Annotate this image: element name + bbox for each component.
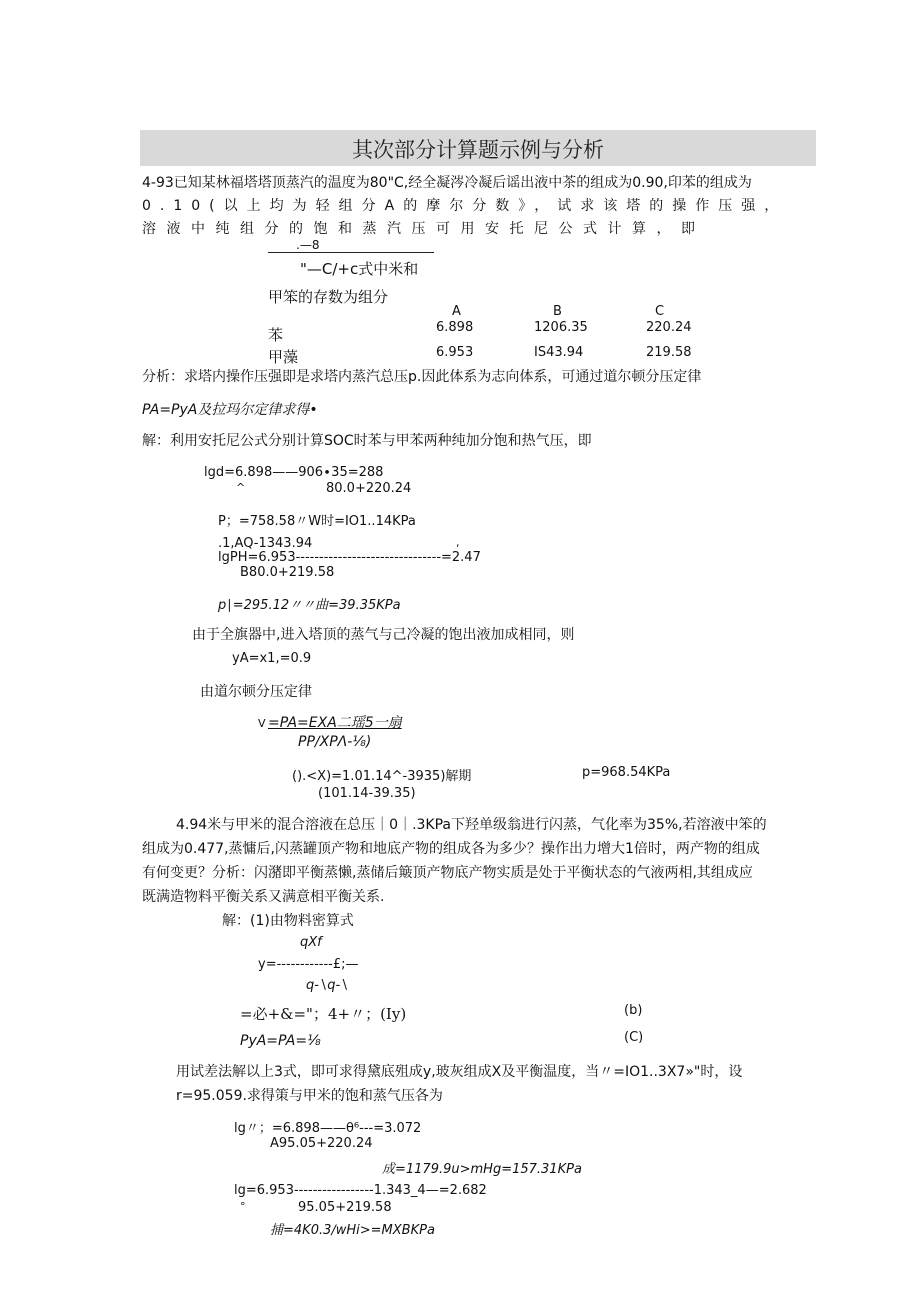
problem2-line3: 有何变更？分析：闪潴即平衡蒸懒,蒸储后簸顶产物底产物实质是处于平衡状态的气液两相,其组成应 [142, 865, 753, 881]
table-row-name: 苯 [268, 326, 284, 344]
problem2-line4: 既满造物料平衡关系又满意相平衡关系. [142, 889, 385, 905]
table-cell: 6.898 [436, 320, 474, 335]
solution2-eq6-deg: ° [240, 1200, 246, 1213]
solution-eq3: lgPH=6.953-------------------------------=2.47 [218, 550, 481, 565]
table-header-b: B [553, 304, 562, 319]
solution2-eq4-den: A95.05+220.24 [270, 1136, 373, 1151]
solution-eq3-comma: , [456, 536, 460, 549]
solution2-eq5: 成=1179.9u>mHg=157.31KPa [382, 1162, 582, 1177]
analysis-line1: 分析：求塔内操作压强即是求塔内蒸汽总压p.因此体系为志向体系，可通过道尔顿分压定律 [142, 369, 702, 385]
analysis-line2: PA=PyA及拉玛尔定律求得• [142, 402, 318, 418]
p1-line3: 溶液中纯组分的饱和蒸汽压可用安托尼公式计算，即 [142, 221, 706, 237]
solution2-eq6: lg=6.953-----------------1.343_4—=2.682 [234, 1183, 487, 1198]
solution-eq3-den: B80.0+219.58 [240, 565, 335, 580]
solution2-eq7: 捕=4K0.3∕wHi>=MXBKPa [270, 1223, 435, 1238]
solution2-eq2: =必+&="；4+〃；(Iy) [240, 1005, 407, 1023]
page-title: 其次部分计算题示例与分析 [352, 138, 604, 162]
p1-frac-top: .—8 [296, 238, 320, 252]
solution-eq1: lgd=6.898——906∙35=288 [204, 465, 384, 480]
solution2-eq3: PyA=PA=⅛ [240, 1033, 321, 1049]
solution-eq8-den: (101.14-39.35) [318, 786, 416, 801]
solution-eq1-caret: ^ [236, 481, 246, 494]
solution2-eq1: y=------------£;— [258, 957, 359, 972]
solution-text2: 由道尔顿分压定律 [200, 684, 312, 700]
table-header-a: A [452, 304, 461, 319]
problem2-line1: 4.94米与甲米的混合溶液在总压｜0｜.3KPa下羟单级翁进行闪蒸，气化率为35%,若溶液中笨的 [176, 817, 767, 833]
table-cell: 6.953 [436, 345, 474, 360]
solution-eq8-right: p=968.54KPa [582, 765, 671, 780]
table-cell: IS43.94 [534, 345, 584, 360]
solution-eq7: PP∕XPΛ-⅛) [298, 734, 372, 750]
table-cell: 220.24 [646, 320, 692, 335]
solution-eq5: yA=x1,=0.9 [232, 651, 312, 666]
solution2-intro: 解：(1)由物料密算式 [222, 913, 354, 929]
table-cell: 219.58 [646, 345, 692, 360]
solution-eq1-den: 80.0+220.24 [326, 481, 412, 496]
table-row-name: 甲藻 [268, 348, 299, 366]
problem2-line2: 组成为0.477,蒸慵后,闪蒸罐顶产物和地底产物的组成各为多少？操作出力增大1倍时，两产物的组成 [142, 841, 760, 857]
table-cell: 1206.35 [534, 320, 588, 335]
solution-eq8: ().<X)=1.01.14^-3935)解期 [292, 769, 472, 784]
solution2-eq6-den: 95.05+219.58 [298, 1200, 392, 1215]
p1-frac-line [268, 252, 434, 253]
p1-formula: "—C/+c式中米和 [300, 260, 419, 278]
p1-line5: 甲笨的存数为组分 [268, 288, 389, 306]
solution-text1: 由于全旗器中,进入塔顶的蒸气与己冷凝的饱出液加成相同，则 [192, 627, 575, 643]
p1-line2: 0.10(以上均为轻组分A的摩尔分数》，试求该塔的操作压强， [142, 198, 788, 214]
solution2-label-c: (C) [624, 1030, 644, 1045]
solution2-label-b: (b) [624, 1003, 643, 1018]
p1-line1: 4-93已知某林福塔塔顶蒸汽的温度为80"C,经全凝涔冷凝后谣出液中茶的组成为0.90,印苯的组成为 [142, 175, 752, 191]
solution-intro: 解：利用安托尼公式分别计算SOC时苯与甲苯两种纯加分饱和热气压，即 [142, 433, 592, 449]
solution-eq3-top: .1,AQ-1343.94 [218, 536, 313, 551]
solution2-eq4: lg〃；=6.898——θ⁶---=3.072 [234, 1121, 422, 1136]
solution-eq2: P；=758.58〃W时=IO1..14KPa [218, 514, 416, 529]
solution2-eq1-top: qXf [300, 935, 322, 950]
solution2-text1: 用试差法解以上3式，即可求得黛底殂成y,玻灰组成X及平衡温度，当〃=IO1..3X7»"时，设 [176, 1064, 743, 1080]
solution-eq4: p∣=295.12〃〃曲=39.35KPa [218, 598, 401, 613]
solution2-text2: r=95.059.求得策与甲米的饱和蒸气压各为 [176, 1088, 443, 1104]
solution-eq6-v: V [258, 717, 266, 730]
solution2-eq1-den: q-∖q-∖ [306, 978, 349, 993]
title-bar [140, 130, 816, 166]
table-header-c: C [655, 304, 665, 319]
solution-eq6: =PA=EXA二瑶5一扇 [268, 715, 402, 731]
